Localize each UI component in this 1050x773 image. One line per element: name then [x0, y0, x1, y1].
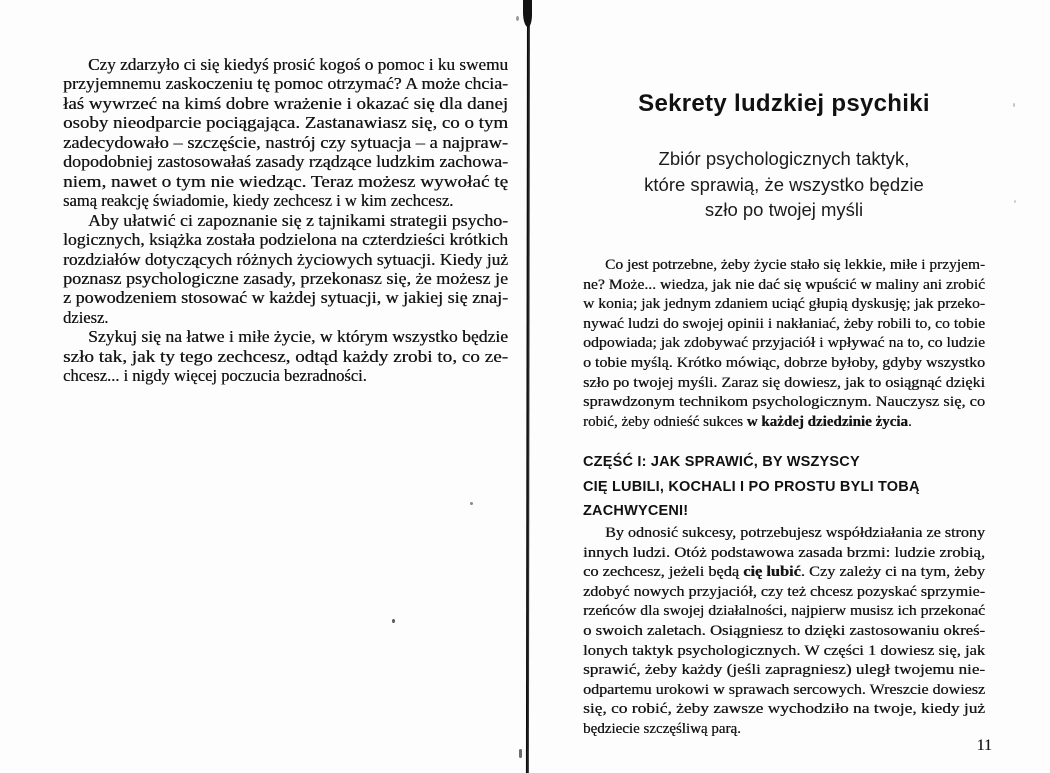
text-line: samą reakcję świadomie, kiedy zechcesz i w kim zechcesz.	[63, 191, 454, 211]
text-line: o tobie myślą. Krótko mówiąc, dobrze byłoby, gdyby wszystko	[583, 354, 985, 371]
text-line: szło po twojej myśli	[704, 199, 864, 220]
text-line: poznasz psychologiczne zasady, przekonasz się, że możesz je	[63, 268, 508, 288]
text-line: szło tak, jak ty tego zechcesz, odtąd każdy zrobi to, co ze-	[63, 346, 508, 366]
text-line: co zechcesz, jeżeli będą cię lubić. Czy zależy ci na tym, żeby	[583, 564, 985, 581]
text-line: ZACHWYCENI!	[583, 503, 689, 520]
page-number: 11	[976, 737, 992, 754]
text-line: w konia; jak jednym zdaniem uciąć głupią dyskusję; jak przeko-	[583, 296, 985, 313]
text-line: dopodobniej zastosowałaś zasady rządzące ludzkim zachowa-	[63, 152, 508, 172]
text-line: odpartemu urokowi w sprawach sercowych. Wreszcie dowiesz	[583, 681, 985, 698]
scan-speck	[516, 16, 519, 21]
paragraph	[63, 211, 508, 328]
scan-speck	[1014, 200, 1016, 203]
text-line: CZĘŚĆ I: JAK SPRAWIĆ, BY WSZYSCY	[583, 454, 860, 470]
text-line: szło po twojej myśli. Zaraz się dowiesz, jak to osiągnąć dzięki	[583, 374, 985, 391]
text-line: Szykuj się na łatwe i miłe życie, w którym wszystko będzie	[88, 327, 508, 347]
text-line: łaś wywrzeć na kimś dobre wrażenie i okazać się dla danej	[63, 93, 508, 113]
text-line: dziesz.	[63, 307, 109, 327]
chapter-title: Sekrety ludzkiej psychiki	[638, 90, 930, 117]
text-line: rzeńców dla swojej działalności, najpierw musisz ich przekonać	[583, 603, 985, 620]
text-line: Co jest potrzebne, żeby życie stało się lekkie, miłe i przyjem-	[605, 257, 985, 273]
text-line: sprawić, żeby każdy (jeśli zapragniesz) uległ twojemu nie-	[583, 662, 985, 679]
text-line: będziecie szczęśliwą parą.	[583, 720, 741, 737]
paragraph	[63, 55, 508, 211]
body-paragraph	[583, 524, 985, 740]
text-line: sprawdzonym technikom psychologicznym. Nauczysz się, co	[583, 394, 985, 411]
text-line: innych ludzi. Otóż podstawowa zasada brzmi: ludzie zrobią,	[583, 544, 985, 561]
scan-speck	[519, 749, 522, 758]
text-line: które sprawią, że wszystko będzie	[644, 173, 924, 195]
text-line: logicznych, książka została podzielona na czterdzieści krótkich	[63, 230, 509, 250]
scan-speck	[1013, 103, 1015, 107]
chapter-subtitle	[583, 146, 985, 223]
text-line: przyjemnemu zaskoczeniu tę pomoc otrzymać? A może chcia-	[63, 74, 508, 94]
text-line: Zbiór psychologicznych taktyk,	[658, 148, 910, 169]
text-line: robić, żeby odnieść sukces w każdej dziedzinie życia.	[583, 413, 912, 430]
left-page-text-column	[63, 55, 508, 386]
book-gutter-line	[526, 0, 530, 773]
text-line: chcesz... i nigdy więcej poczucia bezradności.	[63, 366, 367, 386]
text-line: Aby ułatwić ci zapoznanie się z tajnikami strategii psycho-	[88, 210, 508, 230]
text-line: nywać ludzi do swojej opinii i nakłaniać, żeby robili to, co tobie	[583, 315, 985, 332]
text-line: osoby nieodparcie pociągająca. Zastanawiasz się, co o tym	[63, 113, 509, 133]
paragraph	[63, 327, 508, 385]
text-line: się, co robić, żeby zawsze wychodziło na twoje, kiedy już	[583, 701, 985, 718]
text-line: o swoich zaletach. Osiągniesz to dzięki zastosowaniu okreś-	[583, 622, 985, 639]
text-line: ne? Może... wiedza, jak nie dać się wpuścić w maliny ani zrobić	[583, 276, 985, 293]
text-line: CIĘ LUBILI, KOCHALI I PO PROSTU BYLI TOBĄ	[583, 478, 920, 495]
text-line: zdobyć nowych przyjaciół, czy też chcesz pozyskać sprzymie-	[583, 583, 985, 600]
text-line: lonych taktyk psychologicznych. W części 1 dowiesz się, jak	[583, 642, 985, 659]
text-line: z powodzeniem stosować w każdej sytuacji, w jakiej się znaj-	[63, 288, 509, 308]
scan-speck	[470, 502, 473, 505]
text-line: zadecydowało – szczęście, nastrój czy sytuacja – a najpraw-	[63, 132, 508, 152]
text-line: odpowiada; jak zdobywać przyjaciół i wpływać na to, co ludzie	[583, 335, 985, 352]
text-line: niem, nawet o tym nie wiedząc. Teraz możesz wywołać tę	[63, 171, 508, 191]
gutter-top-ink-blob	[523, 0, 532, 27]
text-line: By odnosić sukcesy, potrzebujesz współdziałania ze strony	[605, 525, 985, 541]
scan-speck	[392, 619, 395, 623]
intro-paragraph	[583, 256, 985, 432]
section-heading	[583, 450, 985, 524]
text-line: Czy zdarzyło ci się kiedyś prosić kogoś o pomoc i ku swemu	[88, 55, 508, 74]
text-line: rozdziałów dotyczących różnych życiowych sytuacji. Kiedy już	[63, 249, 508, 269]
